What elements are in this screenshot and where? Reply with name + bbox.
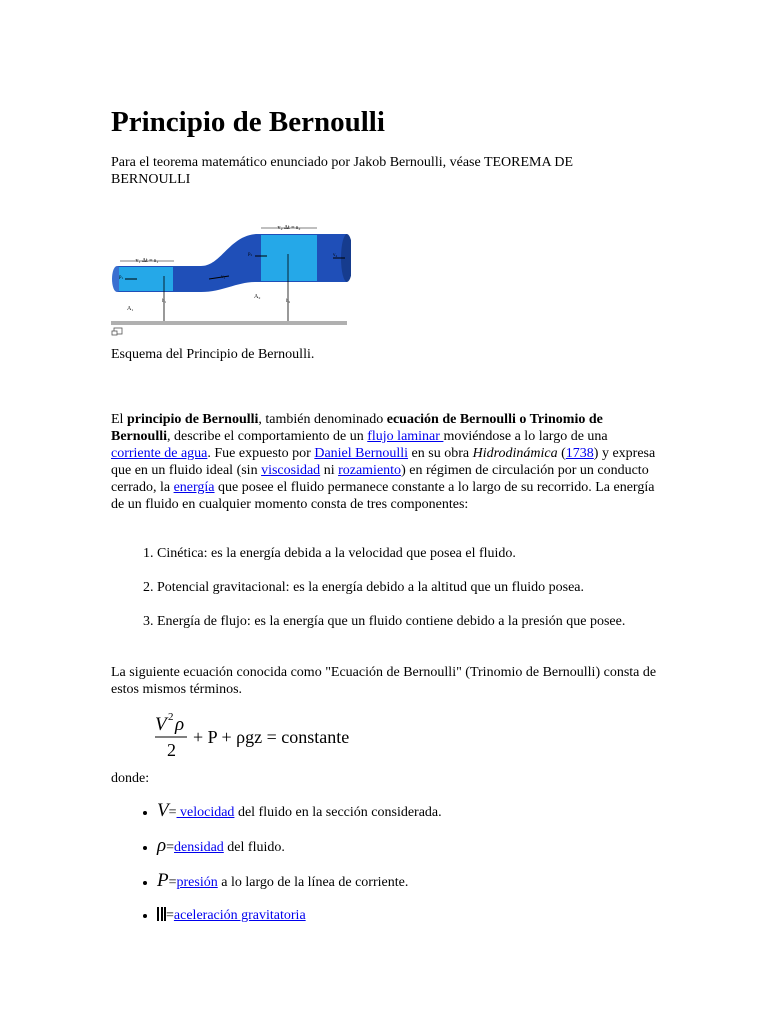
para-text: , también denominado bbox=[258, 412, 387, 427]
intro-paragraph bbox=[111, 411, 659, 513]
para-text: ni bbox=[320, 463, 339, 478]
eq-v: V bbox=[155, 714, 167, 735]
para-text: El bbox=[111, 412, 127, 427]
var-symbol: ρ bbox=[157, 835, 167, 856]
para-text: ( bbox=[557, 446, 566, 461]
link-rozamiento[interactable]: rozamiento bbox=[338, 463, 402, 478]
list-item: 3. Energía de flujo: es la energía que un fluido contiene debido a la presión que posee. bbox=[157, 613, 687, 630]
bernoulli-equation bbox=[155, 710, 405, 762]
label-a1: A₁ bbox=[127, 306, 134, 312]
list-item bbox=[157, 907, 705, 942]
eq-rest: + P + ρgz = constante bbox=[193, 727, 350, 747]
var-desc: del fluido en la sección considerada. bbox=[234, 805, 442, 820]
para-text: ) y expresa que en un fluido ideal (sin bbox=[111, 446, 656, 478]
label-h2: h₂ bbox=[286, 299, 291, 304]
label-v1: v₁ bbox=[221, 275, 226, 280]
link-velocidad[interactable]: velocidad bbox=[176, 805, 235, 820]
var-desc: del fluido. bbox=[223, 840, 285, 855]
donde-label: donde: bbox=[111, 771, 150, 786]
fluid-section-2 bbox=[261, 235, 317, 281]
link-corriente-de-agua[interactable]: corriente de agua bbox=[111, 446, 208, 461]
term-bold: ecuación de Bernoulli o Trinomio de Bernoulli bbox=[111, 412, 603, 444]
para-text: , describe el comportamiento de un bbox=[167, 429, 368, 444]
list-item bbox=[157, 802, 705, 837]
para-text: . Fue expuesto por bbox=[207, 446, 315, 461]
equals: = bbox=[168, 875, 177, 890]
equals: = bbox=[166, 840, 175, 855]
link-flujo-laminar[interactable]: flujo laminar bbox=[367, 429, 444, 444]
link-aceleracion-gravitatoria[interactable]: aceleración gravitatoria bbox=[173, 908, 306, 923]
link-daniel-bernoulli[interactable]: Daniel Bernoulli bbox=[314, 446, 409, 461]
disambiguation-note: Para el teorema matemático enunciado por Jakob Bernoulli, véase TEOREMA DE BERNOULLI bbox=[111, 155, 573, 187]
eq-den: 2 bbox=[167, 740, 176, 760]
dim-label-1: v₁ Δt = s₁ bbox=[135, 258, 159, 264]
link-presion[interactable]: presión bbox=[176, 875, 218, 890]
list-item bbox=[157, 837, 705, 872]
variables-list bbox=[111, 802, 705, 942]
bernoulli-diagram bbox=[111, 218, 351, 338]
equals: = bbox=[168, 805, 177, 820]
term-bold: principio de Bernoulli bbox=[126, 412, 259, 427]
label-v2: v₂ bbox=[333, 253, 338, 258]
label-a2: A₂ bbox=[254, 294, 261, 300]
list-item: 2. Potencial gravitacional: es la energía debido a la altitud que un fluido posea. bbox=[157, 579, 687, 596]
components-list bbox=[111, 545, 687, 647]
figure-caption: Esquema del Principio de Bernoulli. bbox=[111, 347, 315, 362]
broken-symbol-icon bbox=[157, 907, 166, 921]
eq-exp: 2 bbox=[168, 711, 174, 723]
var-desc: a lo largo de la línea de corriente. bbox=[217, 875, 409, 890]
label-h1: h₁ bbox=[162, 299, 167, 304]
equation-intro: La siguiente ecuación conocida como "Ecuación de Bernoulli" (Trinomio de Bernoulli) consta de estos mismos términos. bbox=[111, 665, 657, 697]
dim-label-2: v₂ Δt = s₂ bbox=[277, 225, 301, 231]
eq-rho: ρ bbox=[175, 714, 185, 735]
list-item: 1. Cinética: es la energía debida a la velocidad que posea el fluido. bbox=[157, 545, 687, 562]
para-text: en su obra bbox=[408, 446, 473, 461]
link-1738[interactable]: 1738 bbox=[565, 446, 594, 461]
work-title: Hidrodinámica bbox=[472, 446, 558, 461]
equals: = bbox=[166, 908, 174, 923]
label-p2: p₂ bbox=[248, 252, 253, 257]
para-text: ) en régimen de circulación por un conducto cerrado, la bbox=[111, 463, 649, 495]
link-viscosidad[interactable]: viscosidad bbox=[261, 463, 321, 478]
para-text: moviéndose a lo largo de una bbox=[443, 429, 608, 444]
var-symbol: V bbox=[157, 800, 169, 821]
label-p1: p₁ bbox=[119, 275, 124, 280]
ground-line bbox=[111, 321, 347, 325]
link-energia[interactable]: energía bbox=[173, 480, 215, 495]
page-title: Principio de Bernoulli bbox=[111, 106, 385, 138]
para-text: que posee el fluido permanece constante a lo largo de su recorrido. La energía de un fluido en cualquier momento consta de tres componentes: bbox=[111, 480, 655, 512]
link-densidad[interactable]: densidad bbox=[174, 840, 224, 855]
list-item bbox=[157, 872, 705, 907]
var-symbol: P bbox=[157, 870, 169, 891]
